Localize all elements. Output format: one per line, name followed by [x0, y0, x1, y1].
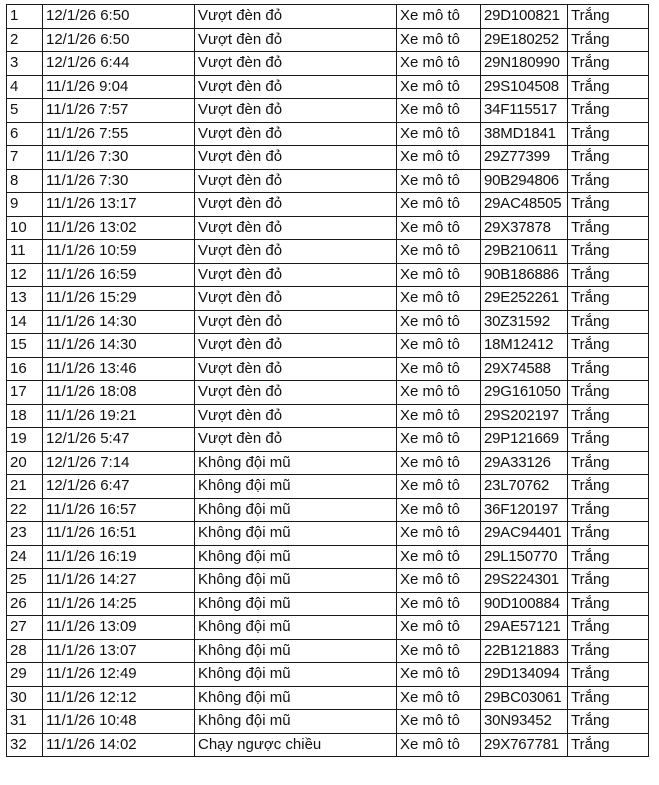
vehicle-type-cell: Xe mô tô: [397, 263, 481, 287]
violation-type-cell: Không đội mũ: [195, 498, 397, 522]
row-number-cell: 23: [7, 522, 43, 546]
row-number-cell: 9: [7, 193, 43, 217]
license-plate-cell: 29AC48505: [481, 193, 568, 217]
vehicle-type-cell: Xe mô tô: [397, 334, 481, 358]
vehicle-type-cell: Xe mô tô: [397, 381, 481, 405]
timestamp-cell: 12/1/26 7:14: [43, 451, 195, 475]
license-plate-cell: 29G161050: [481, 381, 568, 405]
vehicle-type-cell: Xe mô tô: [397, 569, 481, 593]
timestamp-cell: 11/1/26 13:46: [43, 357, 195, 381]
vehicle-type-cell: Xe mô tô: [397, 28, 481, 52]
plate-color-cell: Trắng: [568, 287, 649, 311]
license-plate-cell: 30Z31592: [481, 310, 568, 334]
plate-color-cell: Trắng: [568, 686, 649, 710]
plate-color-cell: Trắng: [568, 592, 649, 616]
plate-color-cell: Trắng: [568, 263, 649, 287]
violation-type-cell: Không đội mũ: [195, 686, 397, 710]
table-row: [7, 99, 649, 123]
license-plate-cell: 29E180252: [481, 28, 568, 52]
violation-type-cell: Không đội mũ: [195, 639, 397, 663]
violation-type-cell: Vượt đèn đỏ: [195, 216, 397, 240]
license-plate-cell: 23L70762: [481, 475, 568, 499]
table-row: [7, 545, 649, 569]
violation-type-cell: Vượt đèn đỏ: [195, 5, 397, 29]
vehicle-type-cell: Xe mô tô: [397, 99, 481, 123]
timestamp-cell: 11/1/26 18:08: [43, 381, 195, 405]
plate-color-cell: Trắng: [568, 733, 649, 757]
vehicle-type-cell: Xe mô tô: [397, 146, 481, 170]
timestamp-cell: 11/1/26 14:02: [43, 733, 195, 757]
timestamp-cell: 11/1/26 7:30: [43, 169, 195, 193]
timestamp-cell: 11/1/26 7:55: [43, 122, 195, 146]
license-plate-cell: 38MD1841: [481, 122, 568, 146]
row-number-cell: 26: [7, 592, 43, 616]
row-number-cell: 8: [7, 169, 43, 193]
vehicle-type-cell: Xe mô tô: [397, 216, 481, 240]
plate-color-cell: Trắng: [568, 240, 649, 264]
license-plate-cell: 18M12412: [481, 334, 568, 358]
license-plate-cell: 90D100884: [481, 592, 568, 616]
table-row: [7, 592, 649, 616]
timestamp-cell: 11/1/26 13:07: [43, 639, 195, 663]
row-number-cell: 27: [7, 616, 43, 640]
timestamp-cell: 11/1/26 14:25: [43, 592, 195, 616]
violation-type-cell: Vượt đèn đỏ: [195, 169, 397, 193]
timestamp-cell: 12/1/26 6:44: [43, 52, 195, 76]
row-number-cell: 31: [7, 710, 43, 734]
row-number-cell: 10: [7, 216, 43, 240]
violation-type-cell: Vượt đèn đỏ: [195, 404, 397, 428]
row-number-cell: 29: [7, 663, 43, 687]
violation-type-cell: Vượt đèn đỏ: [195, 240, 397, 264]
row-number-cell: 19: [7, 428, 43, 452]
plate-color-cell: Trắng: [568, 639, 649, 663]
violations-table: [6, 4, 649, 757]
vehicle-type-cell: Xe mô tô: [397, 545, 481, 569]
table-row: [7, 475, 649, 499]
plate-color-cell: Trắng: [568, 216, 649, 240]
row-number-cell: 25: [7, 569, 43, 593]
violation-type-cell: Vượt đèn đỏ: [195, 122, 397, 146]
license-plate-cell: 29E252261: [481, 287, 568, 311]
table-row: [7, 5, 649, 29]
plate-color-cell: Trắng: [568, 169, 649, 193]
plate-color-cell: Trắng: [568, 428, 649, 452]
plate-color-cell: Trắng: [568, 498, 649, 522]
table-row: [7, 733, 649, 757]
vehicle-type-cell: Xe mô tô: [397, 169, 481, 193]
row-number-cell: 16: [7, 357, 43, 381]
license-plate-cell: 22B121883: [481, 639, 568, 663]
plate-color-cell: Trắng: [568, 522, 649, 546]
table-row: [7, 357, 649, 381]
table-row: [7, 52, 649, 76]
plate-color-cell: Trắng: [568, 451, 649, 475]
plate-color-cell: Trắng: [568, 122, 649, 146]
timestamp-cell: 11/1/26 7:30: [43, 146, 195, 170]
license-plate-cell: 29AC94401: [481, 522, 568, 546]
plate-color-cell: Trắng: [568, 545, 649, 569]
row-number-cell: 11: [7, 240, 43, 264]
vehicle-type-cell: Xe mô tô: [397, 404, 481, 428]
vehicle-type-cell: Xe mô tô: [397, 52, 481, 76]
row-number-cell: 13: [7, 287, 43, 311]
license-plate-cell: 90B186886: [481, 263, 568, 287]
table-row: [7, 663, 649, 687]
vehicle-type-cell: Xe mô tô: [397, 498, 481, 522]
license-plate-cell: 29L150770: [481, 545, 568, 569]
violations-table-body: [7, 5, 649, 757]
license-plate-cell: 29B210611: [481, 240, 568, 264]
timestamp-cell: 12/1/26 6:50: [43, 5, 195, 29]
violation-type-cell: Không đội mũ: [195, 710, 397, 734]
violation-type-cell: Vượt đèn đỏ: [195, 287, 397, 311]
row-number-cell: 17: [7, 381, 43, 405]
violation-type-cell: Vượt đèn đỏ: [195, 146, 397, 170]
violation-type-cell: Vượt đèn đỏ: [195, 381, 397, 405]
license-plate-cell: 29AE57121: [481, 616, 568, 640]
vehicle-type-cell: Xe mô tô: [397, 75, 481, 99]
table-row: [7, 287, 649, 311]
row-number-cell: 5: [7, 99, 43, 123]
violation-type-cell: Vượt đèn đỏ: [195, 310, 397, 334]
plate-color-cell: Trắng: [568, 52, 649, 76]
timestamp-cell: 11/1/26 14:27: [43, 569, 195, 593]
table-row: [7, 193, 649, 217]
plate-color-cell: Trắng: [568, 710, 649, 734]
row-number-cell: 12: [7, 263, 43, 287]
timestamp-cell: 12/1/26 6:47: [43, 475, 195, 499]
license-plate-cell: 29BC03061: [481, 686, 568, 710]
violation-type-cell: Không đội mũ: [195, 475, 397, 499]
license-plate-cell: 90B294806: [481, 169, 568, 193]
plate-color-cell: Trắng: [568, 381, 649, 405]
timestamp-cell: 11/1/26 12:49: [43, 663, 195, 687]
timestamp-cell: 12/1/26 5:47: [43, 428, 195, 452]
plate-color-cell: Trắng: [568, 75, 649, 99]
table-row: [7, 263, 649, 287]
violation-type-cell: Vượt đèn đỏ: [195, 28, 397, 52]
row-number-cell: 21: [7, 475, 43, 499]
timestamp-cell: 11/1/26 16:19: [43, 545, 195, 569]
table-row: [7, 686, 649, 710]
timestamp-cell: 11/1/26 16:51: [43, 522, 195, 546]
row-number-cell: 22: [7, 498, 43, 522]
license-plate-cell: 30N93452: [481, 710, 568, 734]
table-row: [7, 451, 649, 475]
timestamp-cell: 11/1/26 10:48: [43, 710, 195, 734]
timestamp-cell: 11/1/26 10:59: [43, 240, 195, 264]
vehicle-type-cell: Xe mô tô: [397, 663, 481, 687]
row-number-cell: 15: [7, 334, 43, 358]
table-row: [7, 381, 649, 405]
vehicle-type-cell: Xe mô tô: [397, 592, 481, 616]
plate-color-cell: Trắng: [568, 569, 649, 593]
license-plate-cell: 29S202197: [481, 404, 568, 428]
table-row: [7, 169, 649, 193]
license-plate-cell: 29S104508: [481, 75, 568, 99]
plate-color-cell: Trắng: [568, 663, 649, 687]
license-plate-cell: 29N180990: [481, 52, 568, 76]
violation-type-cell: Không đội mũ: [195, 451, 397, 475]
table-row: [7, 28, 649, 52]
table-row: [7, 122, 649, 146]
table-row: [7, 498, 649, 522]
violation-type-cell: Vượt đèn đỏ: [195, 428, 397, 452]
plate-color-cell: Trắng: [568, 28, 649, 52]
row-number-cell: 4: [7, 75, 43, 99]
plate-color-cell: Trắng: [568, 5, 649, 29]
table-row: [7, 428, 649, 452]
license-plate-cell: 34F115517: [481, 99, 568, 123]
timestamp-cell: 11/1/26 13:09: [43, 616, 195, 640]
table-row: [7, 146, 649, 170]
table-row: [7, 639, 649, 663]
vehicle-type-cell: Xe mô tô: [397, 522, 481, 546]
license-plate-cell: 29A33126: [481, 451, 568, 475]
table-row: [7, 616, 649, 640]
vehicle-type-cell: Xe mô tô: [397, 240, 481, 264]
row-number-cell: 7: [7, 146, 43, 170]
table-row: [7, 75, 649, 99]
vehicle-type-cell: Xe mô tô: [397, 451, 481, 475]
timestamp-cell: 12/1/26 6:50: [43, 28, 195, 52]
violation-type-cell: Vượt đèn đỏ: [195, 193, 397, 217]
license-plate-cell: 29D100821: [481, 5, 568, 29]
vehicle-type-cell: Xe mô tô: [397, 686, 481, 710]
vehicle-type-cell: Xe mô tô: [397, 310, 481, 334]
timestamp-cell: 11/1/26 13:17: [43, 193, 195, 217]
license-plate-cell: 29Z77399: [481, 146, 568, 170]
row-number-cell: 24: [7, 545, 43, 569]
vehicle-type-cell: Xe mô tô: [397, 616, 481, 640]
timestamp-cell: 11/1/26 16:59: [43, 263, 195, 287]
timestamp-cell: 11/1/26 14:30: [43, 310, 195, 334]
vehicle-type-cell: Xe mô tô: [397, 475, 481, 499]
violation-type-cell: Vượt đèn đỏ: [195, 52, 397, 76]
table-row: [7, 569, 649, 593]
table-row: [7, 216, 649, 240]
vehicle-type-cell: Xe mô tô: [397, 193, 481, 217]
violation-type-cell: Vượt đèn đỏ: [195, 75, 397, 99]
violation-type-cell: Không đội mũ: [195, 616, 397, 640]
table-row: [7, 522, 649, 546]
row-number-cell: 20: [7, 451, 43, 475]
timestamp-cell: 11/1/26 7:57: [43, 99, 195, 123]
vehicle-type-cell: Xe mô tô: [397, 710, 481, 734]
plate-color-cell: Trắng: [568, 404, 649, 428]
license-plate-cell: 36F120197: [481, 498, 568, 522]
plate-color-cell: Trắng: [568, 146, 649, 170]
vehicle-type-cell: Xe mô tô: [397, 639, 481, 663]
row-number-cell: 30: [7, 686, 43, 710]
license-plate-cell: 29S224301: [481, 569, 568, 593]
violation-type-cell: Vượt đèn đỏ: [195, 334, 397, 358]
vehicle-type-cell: Xe mô tô: [397, 733, 481, 757]
license-plate-cell: 29P121669: [481, 428, 568, 452]
plate-color-cell: Trắng: [568, 99, 649, 123]
violation-type-cell: Không đội mũ: [195, 569, 397, 593]
row-number-cell: 28: [7, 639, 43, 663]
timestamp-cell: 11/1/26 12:12: [43, 686, 195, 710]
violation-type-cell: Chạy ngược chiều: [195, 733, 397, 757]
timestamp-cell: 11/1/26 15:29: [43, 287, 195, 311]
row-number-cell: 14: [7, 310, 43, 334]
vehicle-type-cell: Xe mô tô: [397, 5, 481, 29]
license-plate-cell: 29D134094: [481, 663, 568, 687]
table-row: [7, 240, 649, 264]
table-row: [7, 404, 649, 428]
timestamp-cell: 11/1/26 19:21: [43, 404, 195, 428]
vehicle-type-cell: Xe mô tô: [397, 357, 481, 381]
row-number-cell: 2: [7, 28, 43, 52]
violation-type-cell: Vượt đèn đỏ: [195, 263, 397, 287]
timestamp-cell: 11/1/26 16:57: [43, 498, 195, 522]
plate-color-cell: Trắng: [568, 616, 649, 640]
table-row: [7, 334, 649, 358]
vehicle-type-cell: Xe mô tô: [397, 122, 481, 146]
license-plate-cell: 29X767781: [481, 733, 568, 757]
timestamp-cell: 11/1/26 13:02: [43, 216, 195, 240]
license-plate-cell: 29X74588: [481, 357, 568, 381]
license-plate-cell: 29X37878: [481, 216, 568, 240]
plate-color-cell: Trắng: [568, 310, 649, 334]
violation-type-cell: Không đội mũ: [195, 663, 397, 687]
table-row: [7, 710, 649, 734]
table-row: [7, 310, 649, 334]
plate-color-cell: Trắng: [568, 193, 649, 217]
plate-color-cell: Trắng: [568, 334, 649, 358]
vehicle-type-cell: Xe mô tô: [397, 287, 481, 311]
violations-sheet: [6, 4, 648, 757]
row-number-cell: 18: [7, 404, 43, 428]
violation-type-cell: Không đội mũ: [195, 522, 397, 546]
violation-type-cell: Không đội mũ: [195, 545, 397, 569]
timestamp-cell: 11/1/26 9:04: [43, 75, 195, 99]
row-number-cell: 6: [7, 122, 43, 146]
violation-type-cell: Vượt đèn đỏ: [195, 99, 397, 123]
violation-type-cell: Vượt đèn đỏ: [195, 357, 397, 381]
row-number-cell: 32: [7, 733, 43, 757]
timestamp-cell: 11/1/26 14:30: [43, 334, 195, 358]
row-number-cell: 1: [7, 5, 43, 29]
violation-type-cell: Không đội mũ: [195, 592, 397, 616]
vehicle-type-cell: Xe mô tô: [397, 428, 481, 452]
plate-color-cell: Trắng: [568, 357, 649, 381]
row-number-cell: 3: [7, 52, 43, 76]
plate-color-cell: Trắng: [568, 475, 649, 499]
